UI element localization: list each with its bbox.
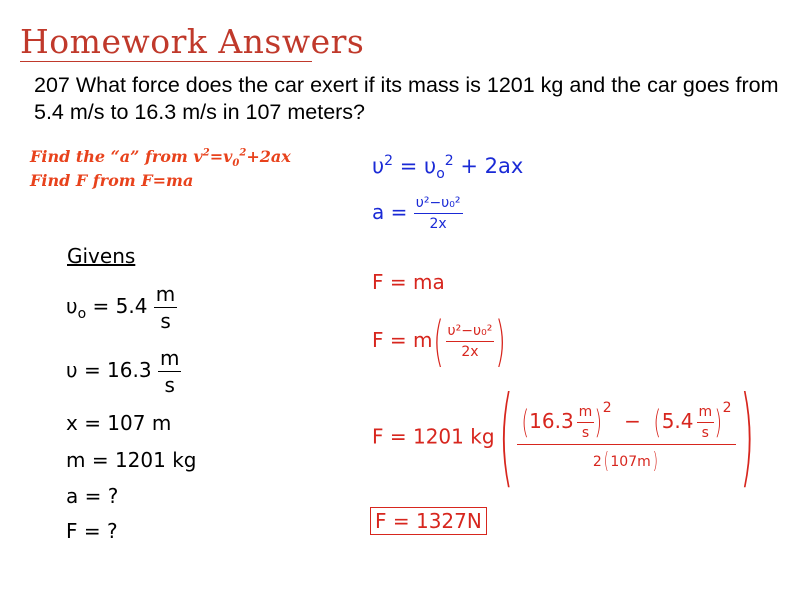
given-final-velocity: υ = 16.3 $\frac{m}{s}$ xyxy=(66,346,180,397)
given-force: F = ? xyxy=(66,519,118,543)
title-underline xyxy=(20,61,312,62)
given-mass: m = 1201 kg xyxy=(66,448,197,472)
force-substituted-equation: F = m( $\frac{\text{υ²−υ₀²}}{2x}$ ) xyxy=(372,310,507,373)
given-acceleration: a = ? xyxy=(66,484,119,508)
newton-second-law: F = ma xyxy=(372,270,445,294)
page-title: Homework Answers xyxy=(20,22,365,61)
kinematic-equation: $\upsilon^2 = \upsilon_o^2 + 2ax$ xyxy=(372,153,524,183)
final-answer: F = 1327N xyxy=(370,509,487,533)
hint-find-a: Find the “a” from $v^2=v_0^2+2ax$ xyxy=(30,147,291,170)
given-initial-velocity: $\upsilon_o = 5.4$ $\frac{m}{s}$ xyxy=(66,282,176,333)
givens-heading: Givens xyxy=(67,244,136,268)
question-text: 207 What force does the car exert if its mass is 1201 kg and the car goes from 5.4 m/s to 16.3 m/s in 107 meters? xyxy=(34,73,779,124)
hint-find-f: Find F from F=ma xyxy=(30,171,194,190)
given-distance: x = 107 m xyxy=(66,411,172,435)
acceleration-equation: a = $\frac{\text{υ²−υ₀²}}{2x}$ xyxy=(372,195,461,232)
force-numeric-equation: F = 1201 kg( (16.3 $\frac{m}{s}$ )$^2$ − (5.4 $\frac{m}{s}$ )$^2$ 2( 107m) ) xyxy=(372,374,754,499)
